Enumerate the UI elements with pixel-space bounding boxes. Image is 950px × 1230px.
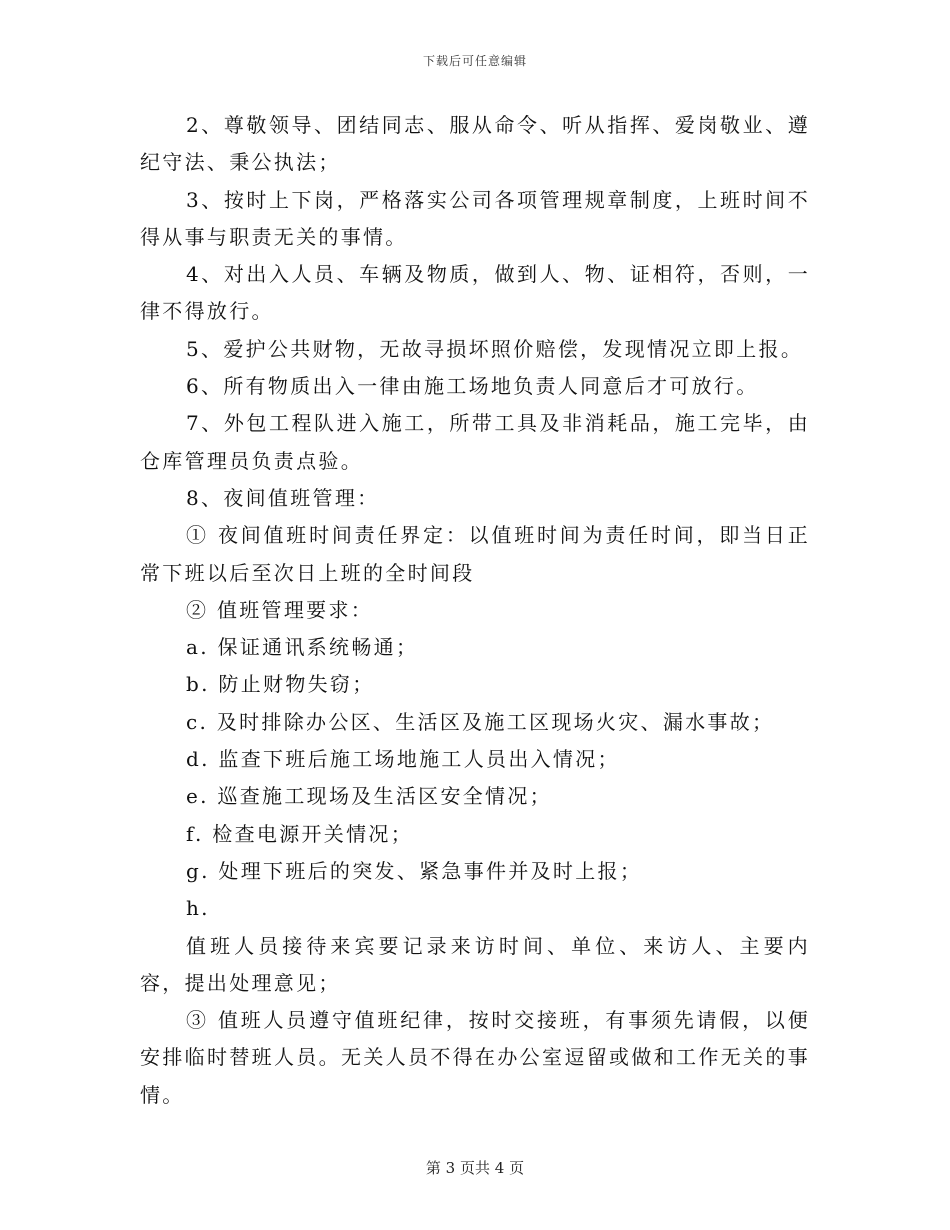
list-item-d: d. 监查下班后施工场地施工人员出入情况；: [186, 747, 620, 772]
paragraph-rule-8-heading: 8、夜间值班管理：: [186, 485, 380, 510]
list-item-g: g. 处理下班后的突发、紧急事件并及时上报；: [186, 858, 643, 883]
list-item-h: h.: [186, 896, 210, 921]
list-item-f: f. 检查电源开关情况；: [186, 821, 414, 846]
list-item-c: c. 及时排除办公区、生活区及施工区现场火灾、漏水事故；: [186, 709, 775, 734]
paragraph-rule-7: 7、外包工程队进入施工，所带工具及非消耗品，施工完毕，由仓库管理员负责点验。: [140, 411, 810, 473]
page-number-footer: 第 3 页共 4 页: [425, 1159, 525, 1177]
paragraph-duty-discipline: ③ 值班人员遵守值班纪律，按时交接班，有事须先请假，以便安排临时替班人员。无关人员不得在办公室逗留或做和工作无关的事情。: [140, 1008, 810, 1107]
paragraph-night-duty-definition: ① 夜间值班时间责任界定：以值班时间为责任时间，即当日正常下班以后至次日上班的全时间段: [140, 523, 810, 585]
paragraph-rule-2: 2、尊敬领导、团结同志、服从命令、听从指挥、爱岗敬业、遵纪守法、秉公执法；: [140, 113, 810, 175]
paragraph-duty-requirements: ② 值班管理要求：: [186, 597, 374, 622]
page-header: 下载后可任意编辑: [422, 54, 527, 68]
paragraph-rule-6: 6、所有物质出入一律由施工场地负责人同意后才可放行。: [186, 374, 759, 399]
paragraph-rule-3: 3、按时上下岗，严格落实公司各项管理规章制度，上班时间不得从事与职责无关的事情。: [140, 187, 810, 249]
paragraph-rule-4: 4、对出入人员、车辆及物质，做到人、物、证相符，否则，一律不得放行。: [140, 262, 810, 324]
list-item-e: e. 巡查施工现场及生活区安全情况；: [186, 784, 552, 809]
document-body: [140, 107, 810, 1114]
list-item-b: b. 防止财物失窃；: [186, 672, 375, 697]
paragraph-rule-5: 5、爱护公共财物，无故寻损坏照价赔偿，发现情况立即上报。: [186, 336, 804, 361]
paragraph-visitor-record: 值班人员接待来宾要记录来访时间、单位、来访人、主要内容，提出处理意见；: [140, 933, 810, 995]
list-item-a: a. 保证通讯系统畅通；: [186, 635, 419, 660]
